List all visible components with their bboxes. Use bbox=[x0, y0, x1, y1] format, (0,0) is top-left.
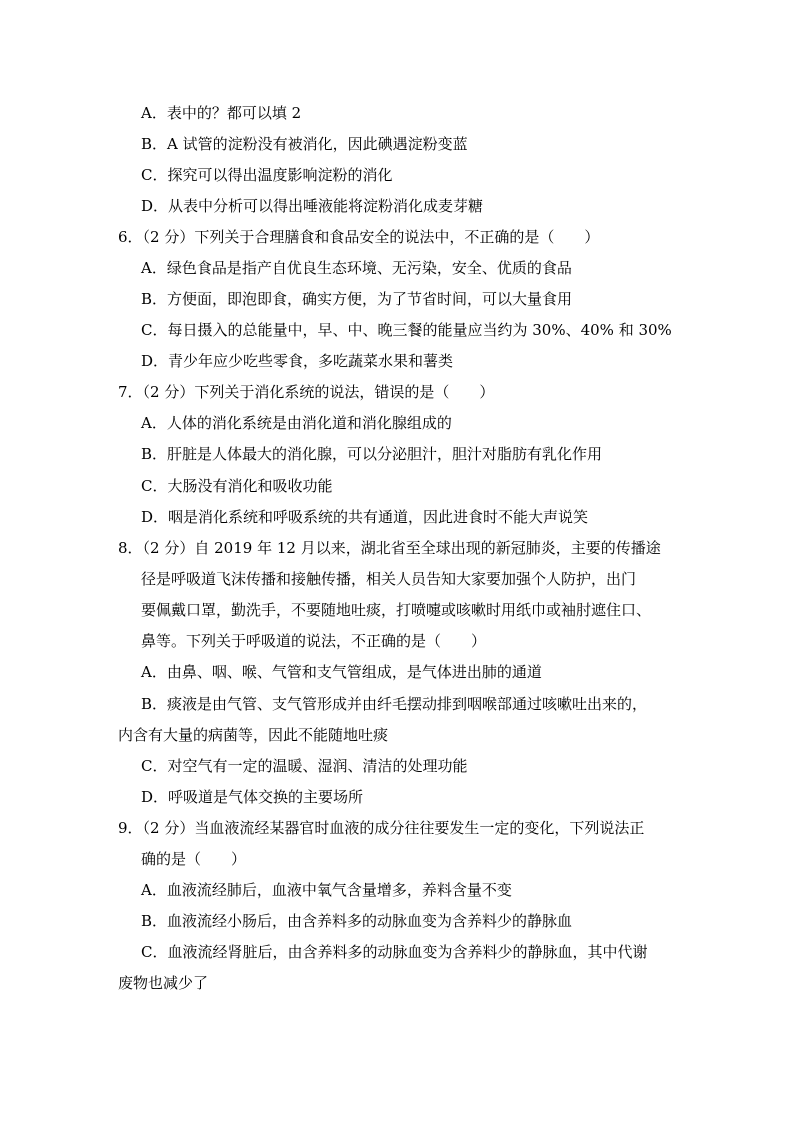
q8-stem-line: 径是呼吸道飞沫传播和接触传播，相关人员告知大家要加强个人防护，出门 bbox=[141, 570, 637, 588]
q7-option-b: B．肝脏是人体最大的消化腺，可以分泌胆汁，胆汁对脂肪有乳化作用 bbox=[141, 445, 603, 463]
q7-stem: 7．（2 分）下列关于消化系统的说法，错误的是（ ） bbox=[118, 383, 495, 401]
q8-option-a: A．由鼻、咽、喉、气管和支气管组成，是气体进出肺的通道 bbox=[141, 663, 542, 681]
q6-stem: 6．（2 分）下列关于合理膳食和食品安全的说法中，不正确的是（ ） bbox=[118, 228, 600, 246]
q8-option-b: B．痰液是由气管、支气管形成并由纤毛摆动排到咽喉部通过咳嗽吐出来的， bbox=[141, 695, 648, 713]
q8-option-c: C．对空气有一定的温暖、湿润、清洁的处理功能 bbox=[141, 757, 468, 775]
q9-option-a: A．血液流经肺后，血液中氧气含量增多，养料含量不变 bbox=[141, 881, 512, 899]
q7-option-a: A．人体的消化系统是由消化道和消化腺组成的 bbox=[141, 414, 452, 432]
q9-option-b: B．血液流经小肠后，由含养料多的动脉血变为含养料少的静脉血 bbox=[141, 912, 573, 930]
q6-option-c: C．每日摄入的总能量中，早、中、晚三餐的能量应当约为 30%、40% 和 30% bbox=[141, 321, 672, 339]
q5-option-c: C．探究可以得出温度影响淀粉的消化 bbox=[141, 166, 393, 184]
q5-option-b: B．A 试管的淀粉没有被消化，因此碘遇淀粉变蓝 bbox=[141, 135, 468, 153]
q6-option-b: B．方便面，即泡即食，确实方便，为了节省时间，可以大量食用 bbox=[141, 290, 573, 308]
q6-option-d: D．青少年应少吃些零食，多吃蔬菜水果和薯类 bbox=[141, 352, 454, 370]
q6-option-a: A．绿色食品是指产自优良生态环境、无污染，安全、优质的食品 bbox=[141, 259, 572, 277]
q9-option-c: C．血液流经肾脏后，由含养料多的动脉血变为含养料少的静脉血，其中代谢 bbox=[141, 943, 648, 961]
q5-option-a: A．表中的？都可以填 2 bbox=[141, 104, 302, 122]
q8-stem: 8．（2 分）自 2019 年 12 月以来，湖北省至全球出现的新冠肺炎，主要的传播途 bbox=[118, 539, 661, 557]
q9-stem: 9．（2 分）当血液流经某器官时血液的成分往往要发生一定的变化，下列说法正 bbox=[118, 819, 645, 837]
q9-stem-line: 确的是（ ） bbox=[141, 850, 247, 868]
q8-option-d: D．呼吸道是气体交换的主要场所 bbox=[141, 788, 364, 806]
q8-stem-line: 鼻等。下列关于呼吸道的说法，不正确的是（ ） bbox=[141, 632, 487, 650]
q9-option-c-continued: 废物也减少了 bbox=[118, 974, 209, 992]
q8-stem-line: 要佩戴口罩，勤洗手，不要随地吐痰，打喷嚏或咳嗽时用纸巾或袖肘遮住口、 bbox=[141, 601, 652, 619]
q8-option-b-continued: 内含有大量的病菌等，因此不能随地吐痰 bbox=[118, 726, 389, 744]
q7-option-d: D．咽是消化系统和呼吸系统的共有通道，因此进食时不能大声说笑 bbox=[141, 508, 589, 526]
q5-option-d: D．从表中分析可以得出唾液能将淀粉消化成麦芽糖 bbox=[141, 197, 484, 215]
q7-option-c: C．大肠没有消化和吸收功能 bbox=[141, 477, 333, 495]
